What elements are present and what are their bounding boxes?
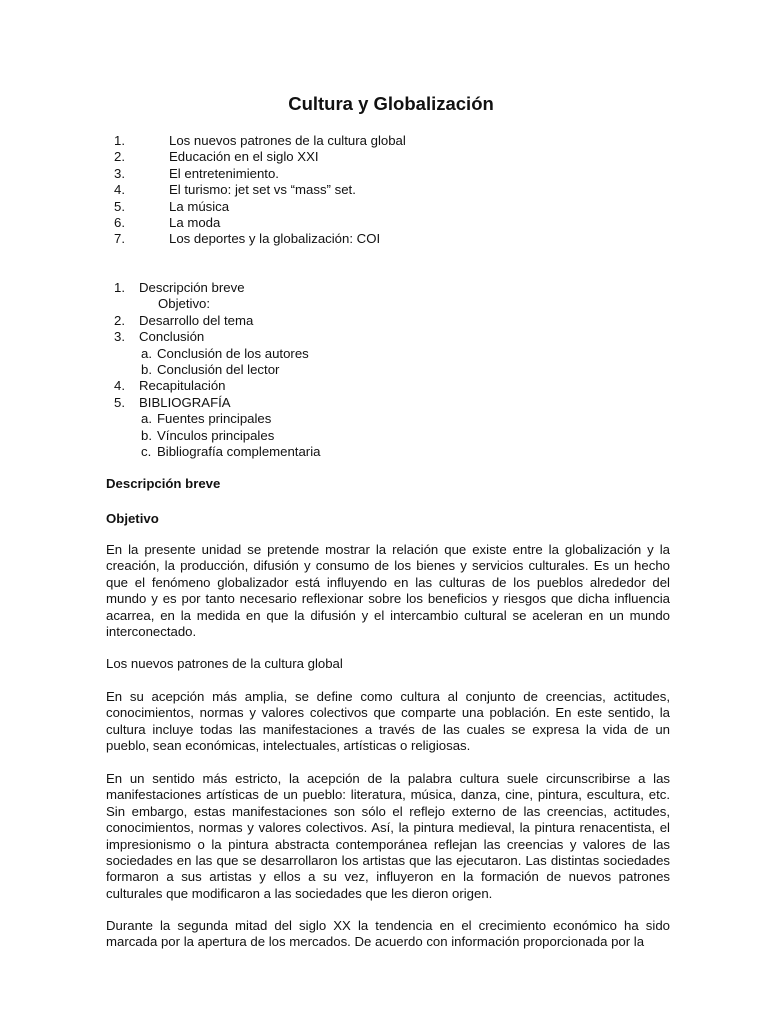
paragraph-2: En un sentido más estricto, la acepción de la palabra cultura suele circunscribirse a las manifestaciones artísticas de un pueblo: literatura, música, danza, cine, pintura, escultura, etc. Sin embargo, estas manifestaciones son sólo el reflejo externo de las creencias, actitudes, conocimientos, normas y valores colectivos. Así, la pintura medieval, la pintura renacentista, el impresionismo o la pintura abstracta contemporánea reflejan las creencias y valores de las sociedades en las que se desarrollaron los artistas que las ejecutaron. Las distintas sociedades formaron a sus artistas y ellos a su vez, influyeron en la formación de nuevos patrones culturales que modificaron a las sociedades que les dieron origen. [106,771,670,901]
toc-main-item [106,182,670,198]
toc-main-item [106,149,670,165]
toc-structure-item [106,313,670,329]
toc-structure-item [106,395,670,411]
paragraph-1: En su acepción más amplia, se define como cultura al conjunto de creencias, actitudes, conocimientos, normas y valores colectivos que comparte una población. En este sentido, la cultura incluye todas las manifestaciones a través de las cuales se expresa la vida de un pueblo, sean económicas, intelectuales, artísticas o religiosas. [106,689,670,754]
toc-main-label: Los nuevos patrones de la cultura global [169,133,406,148]
toc-structure-letter: b. [141,361,152,377]
toc-structure-subitem [106,346,670,362]
paragraph-3: Durante la segunda mitad del siglo XX la tendencia en el crecimiento económico ha sido marcada por la apertura de los mercados. De acuerdo con información proporcionada por la [106,918,670,950]
toc-structure-label: BIBLIOGRAFÍA [139,394,231,410]
toc-structure-sublabel: Conclusión del lector [157,361,280,377]
toc-structure-letter: a. [141,411,152,427]
toc-main-item [106,166,670,182]
toc-structure-label: Descripción breve [139,280,245,295]
toc-main-num: 1. [114,133,125,148]
toc-structure-letter: b. [141,427,152,443]
toc-structure-sublabel: Conclusión de los autores [157,345,309,361]
toc-structure-item [106,280,670,296]
toc-structure-sublabel: Bibliografía complementaria [157,443,321,459]
toc-structure-sublabel: Fuentes principales [157,411,272,427]
toc-structure-label: Desarrollo del tema [139,312,254,328]
toc-main-label: El entretenimiento. [169,165,279,181]
toc-structure-sublabel: Vínculos principales [157,427,275,443]
toc-structure-letter: c. [141,443,152,459]
toc-main-item [106,215,670,231]
toc-structure-num: 5. [114,394,125,410]
toc-main-label: Los deportes y la globalización: COI [169,231,381,247]
toc-main-item [106,231,670,247]
toc-structure-num: 2. [114,312,125,328]
toc-main-num: 7. [114,231,125,247]
toc-structure-num: 1. [114,280,125,295]
toc-structure-num: 4. [114,378,125,394]
paragraph-objetivo: En la presente unidad se pretende mostrar la relación que existe entre la globalización y la creación, la producción, difusión y consumo de los bienes y servicios culturales. Es un hecho que el fenómeno globalizador está influyendo en las culturas de los pueblos alrededor del mundo y es por tanto necesario reflexionar sobre los beneficios y riesgos que dicha influencia acarrea, en la medida en que la difusión y el intercambio cultural se aceleran en un mundo interconectado. [106,542,670,640]
toc-main-label: La música [169,198,230,214]
document-title: Cultura y Globalización [288,93,494,114]
toc-main-num: 4. [114,182,125,198]
toc-main-item [106,199,670,215]
toc-structure-item [106,329,670,345]
toc-structure-subnote: Objetivo: [158,296,211,312]
toc-structure-subitem [106,411,670,427]
toc-main-item [106,133,670,149]
toc-main-list [106,133,670,248]
heading-descripcion: Descripción breve [106,476,221,491]
toc-structure-num: 3. [114,329,125,345]
toc-main-label: Educación en el siglo XXI [169,149,319,165]
section-title: Los nuevos patrones de la cultura global [106,656,343,671]
heading-objetivo: Objetivo [106,511,159,526]
toc-main-label: El turismo: jet set vs “mass” set. [169,182,356,198]
toc-structure-list [106,280,670,460]
toc-structure-letter: a. [141,345,152,361]
toc-main-num: 6. [114,214,125,230]
toc-main-label: La moda [169,214,221,230]
toc-structure-item [106,378,670,394]
toc-structure-subitem [106,444,670,460]
toc-structure-subitem [106,362,670,378]
toc-structure-label: Conclusión [139,329,205,345]
toc-structure-label: Recapitulación [139,378,226,394]
toc-main-num: 5. [114,198,125,214]
toc-main-num: 3. [114,165,125,181]
toc-main-num: 2. [114,149,125,165]
toc-structure-subitem [106,428,670,444]
